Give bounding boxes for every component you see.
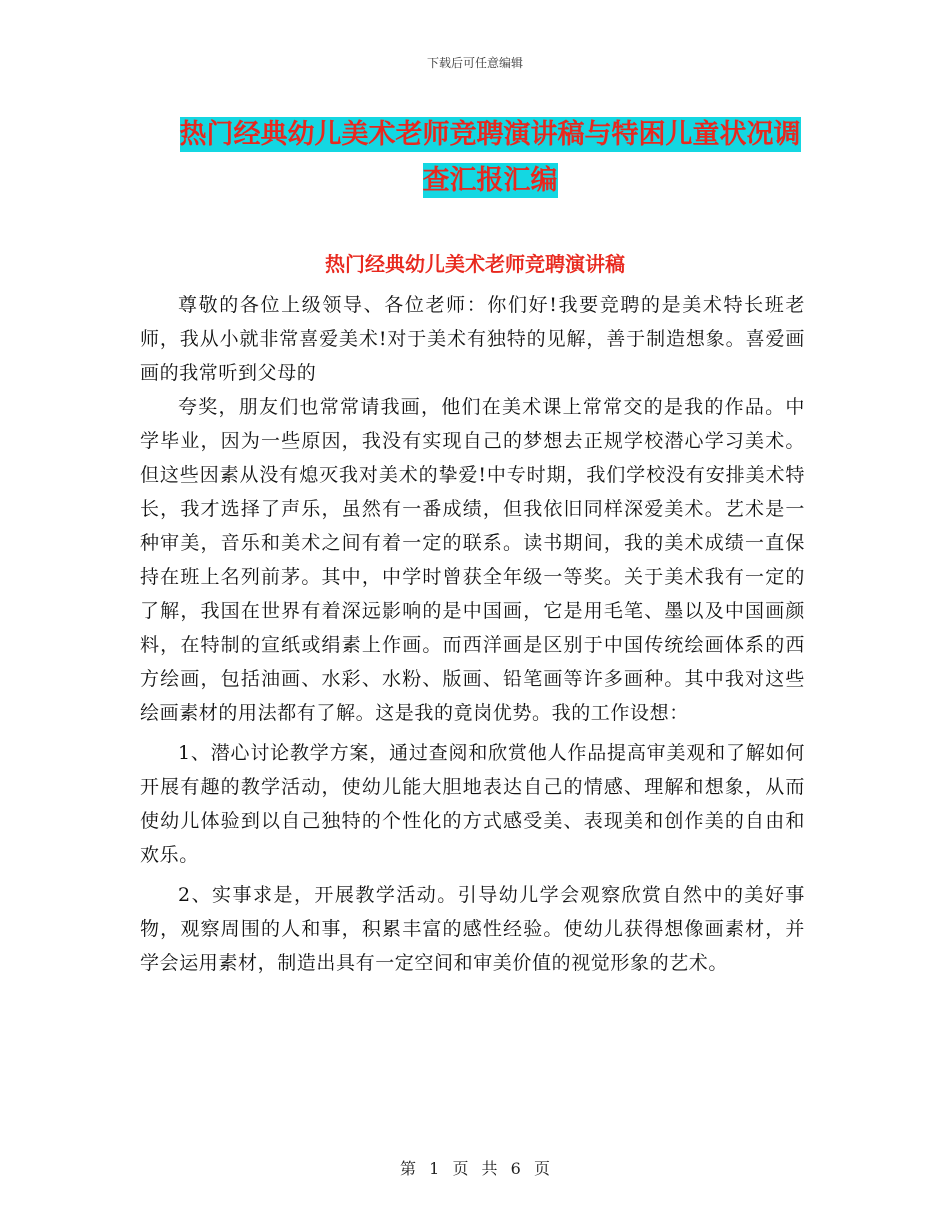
document-title-line-1: 热门经典幼儿美术老师竞聘演讲稿与特困儿童状况调 [179,119,801,150]
paragraph-3: 1、潜心讨论教学方案，通过查阅和欣赏他人作品提高审美观和了解如何开展有趣的教学活动，使幼儿能大胆地表达自己的情感、理解和想象，从而使幼儿体验到以自己独特的个性化的方式感受美、表现美和创作美的自由和欢乐。 [140,742,805,866]
document-title [140,112,840,204]
paragraph-4: 2、实事求是，开展教学活动。引导幼儿学会观察欣赏自然中的美好事物，观察周围的人和事，积累丰富的感性经验。使幼儿获得想像画素材，并学会运用素材，制造出具有一定空间和审美价值的视觉形象的艺术。 [140,884,805,974]
document-title-line-2: 查汇报汇编 [422,165,558,196]
footer-total-word: 共 [481,1159,498,1178]
footer-total-pages: 6 [510,1159,521,1178]
footer-page-word: 页 [452,1159,469,1178]
section-title: 热门经典幼儿美术老师竞聘演讲稿 [325,252,625,276]
footer-suffix: 页 [533,1159,550,1178]
footer-page-number: 1 [429,1159,440,1178]
document-body [140,288,805,986]
header-note: 下载后可任意编辑 [426,56,523,70]
paragraph-1: 尊敬的各位上级领导、各位老师：你们好!我要竞聘的是美术特长班老师，我从小就非常喜爱美术!对于美术有独特的见解，善于制造想象。喜爱画画的我常听到父母的 [140,294,805,384]
footer-prefix: 第 [400,1159,417,1178]
page-footer [0,1156,950,1179]
paragraph-2: 夸奖，朋友们也常常请我画，他们在美术课上常常交的是我的作品。中学毕业，因为一些原因，我没有实现自己的梦想去正规学校潜心学习美术。但这些因素从没有熄灭我对美术的挚爱!中专时期，我们学校没有安排美术特长，我才选择了声乐，虽然有一番成绩，但我依旧同样深爱美术。艺术是一种审美，音乐和美术之间有着一定的联系。读书期间，我的美术成绩一直保持在班上名列前茅。其中，中学时曾获全年级一等奖。关于美术我有一定的了解，我国在世界有着深远影响的是中国画，它是用毛笔、墨以及中国画颜料，在特制的宣纸或绢素上作画。而西洋画是区别于中国传统绘画体系的西方绘画，包括油画、水彩、水粉、版画、铅笔画等许多画种。其中我对这些绘画素材的用法都有了解。这是我的竟岗优势。我的工作设想： [140,396,805,724]
